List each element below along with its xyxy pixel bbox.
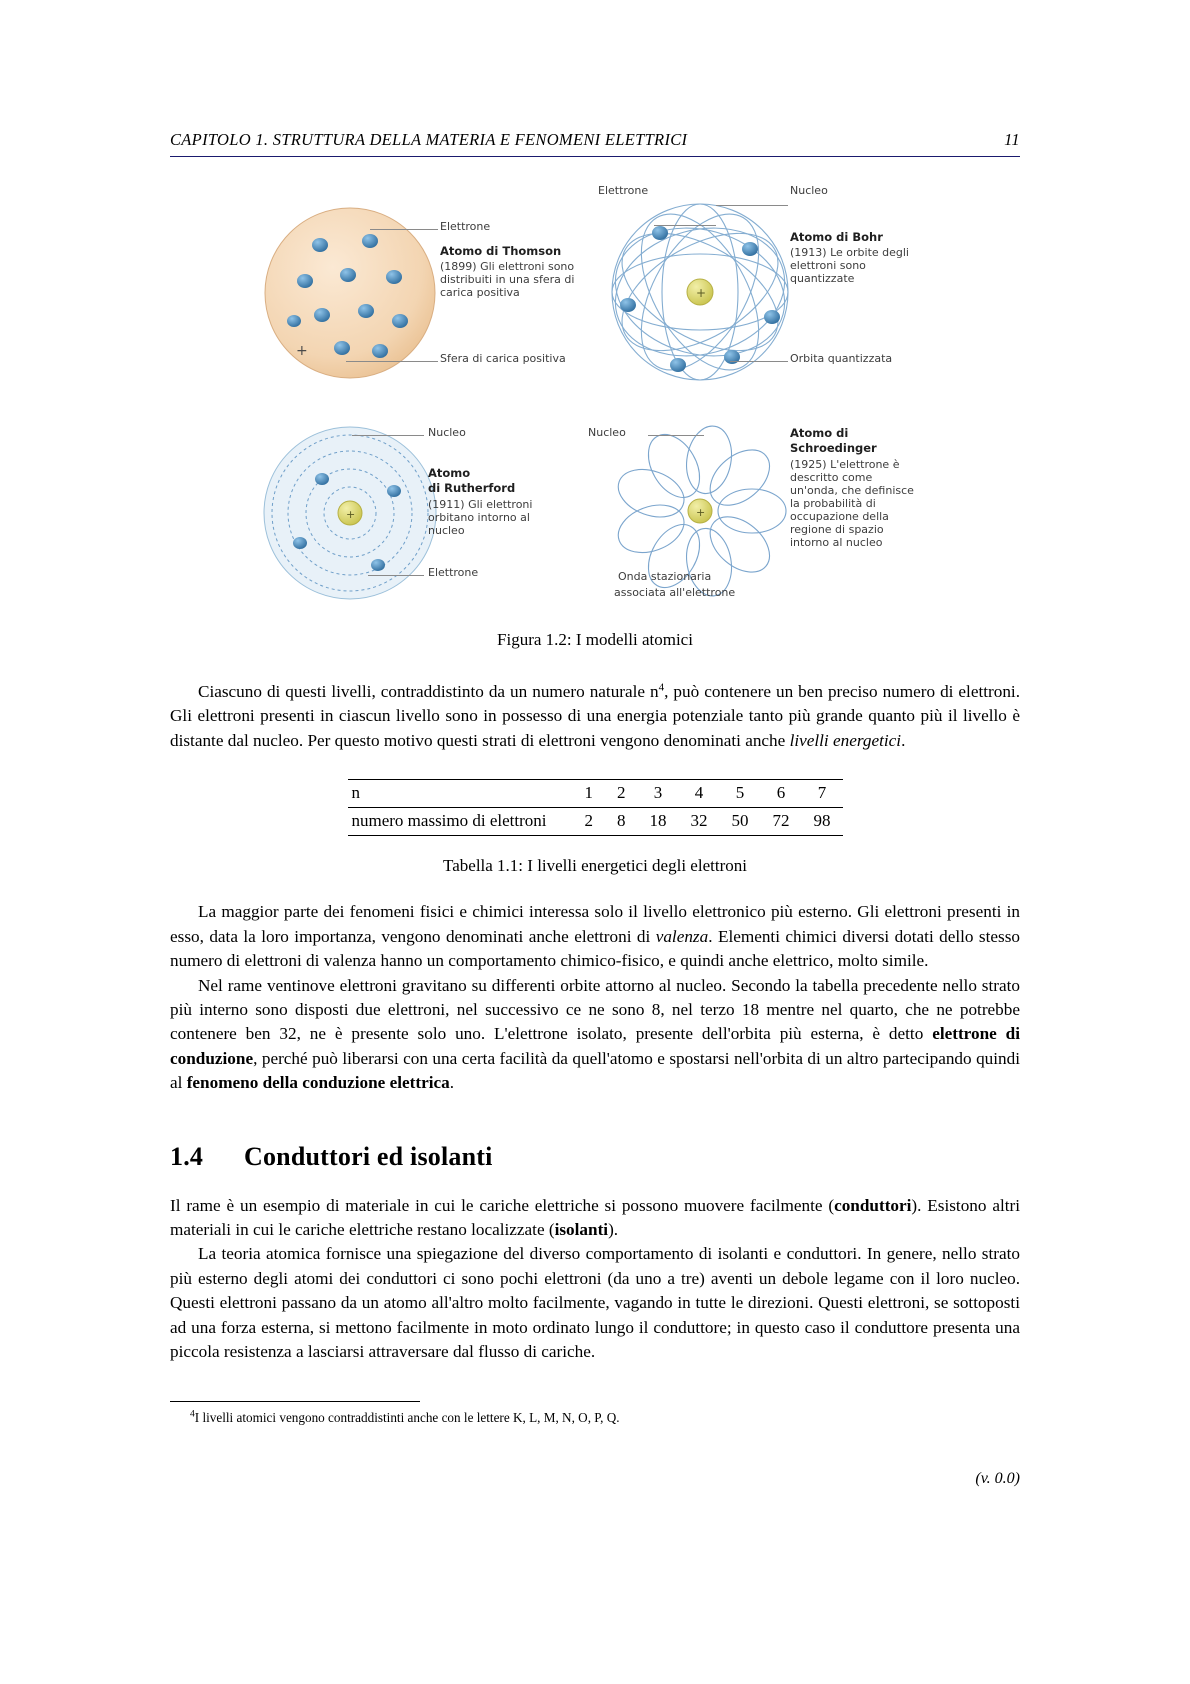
figure-row-bottom <box>250 413 940 608</box>
schroedinger-wave-label-line2: associata all'elettrone <box>614 586 736 599</box>
s1-text-b: ). Esistono altri materiali in cui le cariche elettriche restano localizzate ( <box>170 1195 1020 1240</box>
bohr-electron-leader <box>654 225 716 226</box>
rutherford-title-line1: Atomo <box>428 466 471 480</box>
energy-levels-table <box>348 779 843 836</box>
row-label-max-electrons: numero massimo di elettroni <box>348 808 573 836</box>
footnote-4 <box>170 1409 1020 1427</box>
svg-text:+: + <box>696 286 707 300</box>
thomson-body: (1899) Gli elettroni sono distribuiti in una sfera di carica positiva <box>440 260 575 299</box>
s1-bold-isolanti: isolanti <box>554 1220 609 1240</box>
max-6: 72 <box>761 808 802 836</box>
p2-emph: valenza <box>655 926 709 946</box>
n-7: 7 <box>802 780 843 808</box>
atomic-models-illustration <box>250 183 940 608</box>
max-4: 32 <box>679 808 720 836</box>
bohr-title: Atomo di Bohr <box>790 230 883 244</box>
figure-1-2 <box>170 183 1020 608</box>
section-paragraph-1 <box>170 1194 1020 1243</box>
footnote-marker: 4 <box>190 1409 195 1420</box>
section-number: 1.4 <box>170 1141 204 1171</box>
p1-text-a: Ciascuno di questi livelli, contraddistinto da un numero naturale n <box>198 682 659 701</box>
thomson-title: Atomo di Thomson <box>440 244 562 258</box>
thomson-sphere-label: Sfera di carica positiva <box>440 352 566 365</box>
thomson-electron-label: Elettrone <box>440 220 491 233</box>
max-3: 18 <box>638 808 679 836</box>
rutherford-body: (1911) Gli elettroni orbitano intorno al nucleo <box>428 498 533 537</box>
thomson-electron-leader <box>370 229 438 230</box>
rutherford-title-line2: di Rutherford <box>428 481 516 495</box>
p3-text-c: . <box>449 1073 455 1093</box>
bohr-electron-label: Elettrone <box>598 184 649 197</box>
schroedinger-body: (1925) L'elettrone è descritto come un'onda, che definisce la probabilità di occupazione della regione di spazio intorno al nucleo <box>790 458 914 549</box>
n-5: 5 <box>720 780 761 808</box>
paragraph-rame <box>170 974 1020 1096</box>
schroedinger-title-line2: Schroedinger <box>790 441 877 455</box>
section-paragraph-2: La teoria atomica fornisce una spiegazione del diverso comportamento di isolanti e conduttori. In genere, nello strato più esterno degli atomi dei conduttori ci sono pochi elettroni (da uno a tre) aventi un debole legame con il loro nucleo. Questi elettroni passano da un atomo all'altro molto facilmente, vagando in tutte le direzioni. Questi elettroni, se sottoposti ad una forza esterna, si mettono facilmente in moto ordinato lungo il conduttore; in questo caso il conduttore presenta una piccola resistenza a lasciarsi attraversare dal flusso di cariche. <box>170 1244 1020 1362</box>
bohr-nucleus-leader <box>716 205 788 206</box>
p1-emph: livelli energetici <box>789 730 902 750</box>
rutherford-electron-label: Elettrone <box>428 566 479 579</box>
p2-text-b: . Elementi chimici diversi dotati dello stesso numero di elettroni di valenza hanno un comportamento chimico-fisico, e quindi anche elettrico, molto simile. <box>170 926 1020 971</box>
bohr-orbit-leader <box>730 361 788 362</box>
section-title: Conduttori ed isolanti <box>244 1141 493 1171</box>
schroedinger-nucleus-leader <box>648 435 704 436</box>
rutherford-atom-diagram <box>260 423 440 603</box>
p2-text-a: La maggior parte dei fenomeni fisici e chimici interessa solo il livello elettronico più esterno. Gli elettroni presenti in esso, data la loro importanza, vengono denominati anche elettroni di <box>170 902 1020 946</box>
p1-text-c: . <box>901 730 906 750</box>
s1-bold-conduttori: conduttori <box>834 1195 912 1215</box>
paragraph-valenza <box>170 900 1020 973</box>
row-label-n: n <box>348 780 573 808</box>
paragraph-levels <box>170 680 1020 753</box>
section-heading-1-4 <box>170 1142 1020 1172</box>
p1-text-b: , può contenere un ben preciso numero di elettroni. Gli elettroni presenti in ciascun livello sono in possesso di una energia potenziale tanto più grande quanto più il livello è distante dal nucleo. Per questo motivo questi strati di elettroni vengono denominati anche <box>170 682 1020 750</box>
schroedinger-nucleus-label: Nucleo <box>588 426 626 439</box>
footnote-text: I livelli atomici vengono contraddistinti anche con le lettere K, L, M, N, O, P, Q. <box>194 1409 620 1425</box>
p3-bold-2: fenomeno della conduzione elettrica <box>186 1073 450 1093</box>
n-1: 1 <box>573 780 606 808</box>
rutherford-nucleus-label: Nucleo <box>428 426 466 439</box>
n-2: 2 <box>605 780 638 808</box>
schroedinger-wave-label-line1: Onda stazionaria <box>618 570 712 583</box>
p3-text-b: , perché può liberarsi con una certa facilità da quell'atomo e spostarsi nell'orbita di un altro partecipando quindi al <box>170 1048 1020 1093</box>
max-1: 2 <box>573 808 606 836</box>
p3-bold-1: elettrone di conduzione <box>170 1024 1020 1068</box>
rutherford-nucleus-leader <box>352 435 424 436</box>
svg-text:+: + <box>696 506 706 519</box>
table-row <box>348 808 843 836</box>
table-row <box>348 780 843 808</box>
rutherford-electron-leader <box>368 575 424 576</box>
footnote-separator <box>170 1401 420 1402</box>
s1-text-c: ). <box>608 1220 619 1240</box>
bohr-orbit-label: Orbita quantizzata <box>790 352 893 365</box>
page-number: 11 <box>1004 130 1020 149</box>
bohr-nucleus-label: Nucleo <box>790 184 828 197</box>
n-6: 6 <box>761 780 802 808</box>
running-header <box>170 130 1020 157</box>
page-content <box>170 130 1020 1488</box>
figure-caption: Figura 1.2: I modelli atomici <box>497 630 693 649</box>
max-2: 8 <box>605 808 638 836</box>
thomson-sphere-leader <box>346 361 438 362</box>
footnote-ref-4[interactable]: 4 <box>658 681 665 694</box>
figure-row-top <box>250 183 940 413</box>
table-1-1-wrap <box>170 779 1020 836</box>
max-7: 98 <box>802 808 843 836</box>
s1-text-a: Il rame è un esempio di materiale in cui le cariche elettriche si possono muovere facilmente ( <box>170 1195 835 1215</box>
svg-text:+: + <box>296 343 308 359</box>
bohr-body: (1913) Le orbite degli elettroni sono quantizzate <box>790 246 909 285</box>
n-3: 3 <box>638 780 679 808</box>
running-header-chapter: CAPITOLO 1. STRUTTURA DELLA MATERIA E FENOMENI ELETTRICI <box>170 130 688 149</box>
table-caption: Tabella 1.1: I livelli energetici degli elettroni <box>443 856 747 876</box>
version-note: (v. 0.0) <box>975 1470 1020 1488</box>
n-4: 4 <box>679 780 720 808</box>
schroedinger-title-line1: Atomo di <box>790 426 849 440</box>
svg-text:+: + <box>346 508 356 521</box>
thomson-atom-diagram <box>260 203 440 383</box>
p3-text-a: Nel rame ventinove elettroni gravitano su differenti orbite attorno al nucleo. Secondo la tabella precedente nello strato più interno sono disposti due elettroni, nel successivo ce ne sono 8, nel terzo 18 mentre nel quarto, che ne potrebbe contenere ben 32, ne è presente solo uno. L'elettrone isolato, presente dell'orbita più esterna, è detto <box>170 975 1020 1044</box>
max-5: 50 <box>720 808 761 836</box>
